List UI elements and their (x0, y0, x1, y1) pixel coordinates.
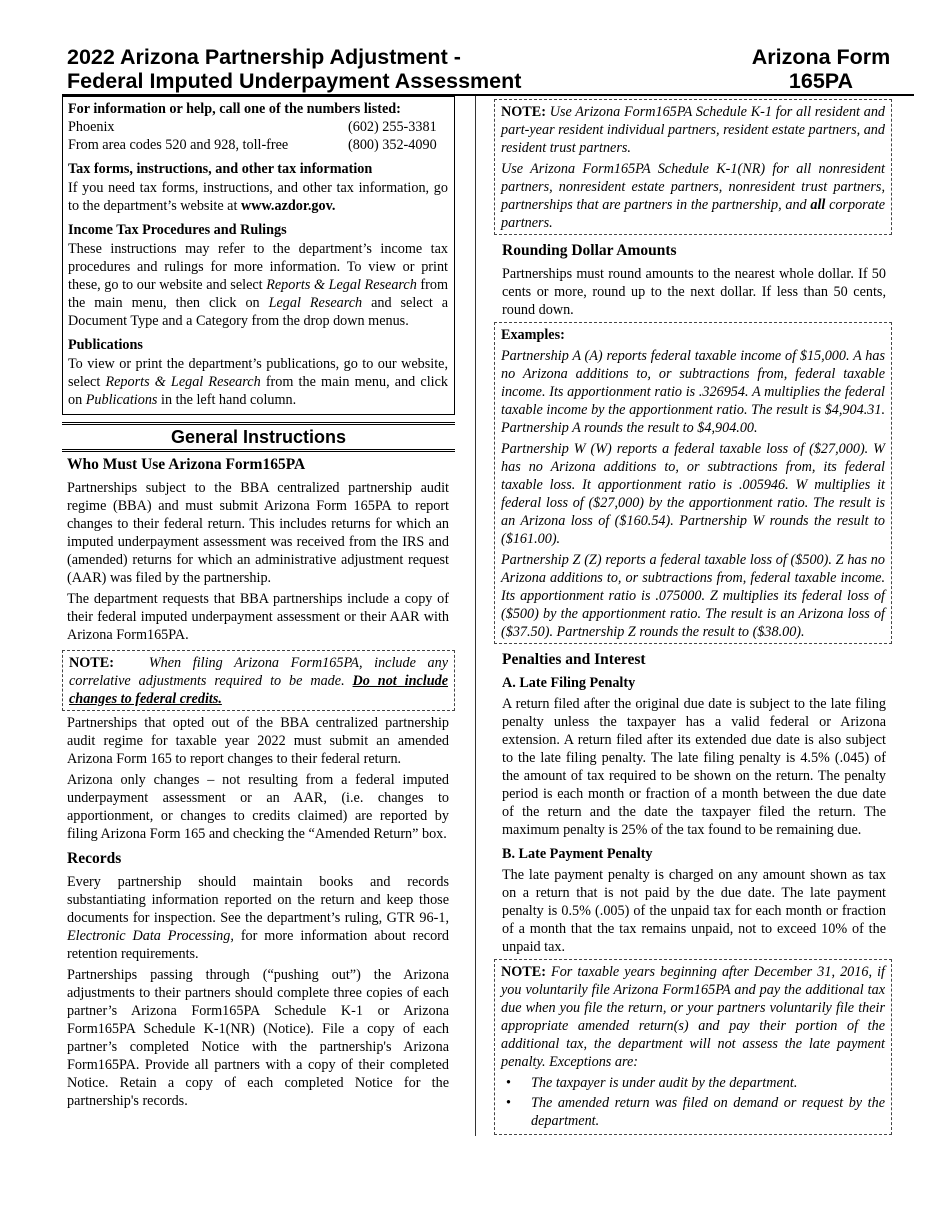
form-name-line-2: 165PA (788, 69, 854, 93)
column-divider (475, 96, 476, 1136)
publications-heading: Publications (68, 337, 143, 353)
website-link[interactable]: www.azdor.gov. (240, 198, 336, 214)
who-paragraph-3: Partnerships that opted out of the BBA centralized partnership audit regime for taxable year 2022 must submit an amended Arizona Form 165 to report changes to their federal return. (67, 715, 449, 767)
records-heading: Records (67, 850, 122, 867)
late-filing-text: A return filed after the original due date is subject to the late filing penalty unless the taxpayer has a valid federal or Arizona extension. A return filed after its extended due date is also subject to the late filing penalty. The late filing penalty is 4.5% (.045) of the amount of tax required to be shown on the return. The penalty period is each month or fraction of a month between the due date of the return and the date the taxpayer filed the return. The maximum penalty is 25% of the tax found to be remaining due. (502, 696, 886, 838)
form-name-line-1: Arizona Form (751, 45, 891, 69)
note-emphasis: Do not include changes to federal credits. (69, 673, 449, 707)
general-instructions-heading: General Instructions (62, 422, 455, 452)
who-paragraph-2: The department requests that BBA partnerships include a copy of their federal imputed underpayment assessment or their AAR with Arizona Form165PA. (67, 591, 449, 643)
who-paragraph-1: Partnerships subject to the BBA centralized partnership audit regime (BBA) and must submit Arizona Form 165PA to report changes to their federal return. This includes returns for which an imputed underpayment assessment was received from the IRS and (amended) returns for which an administrative adjustment request (AAR) was filed by the partnership. (67, 480, 449, 586)
example-item: Partnership A (A) reports federal taxable income of $15,000. A has no Arizona additions to, or subtractions from, federal taxable income. Its apportionment ratio is .326954. A multiplies the federal taxable income by the apportionment ratio. The result is $4,904.31. Partnership A rounds the result to $4,904.00. (501, 348, 885, 436)
info-box (62, 96, 455, 415)
phone-label: Phoenix (68, 119, 115, 135)
phone-number: (602) 255-3381 (348, 119, 437, 135)
tax-forms-text: If you need tax forms, instructions, and other tax information, go to the department’s website at www.azdor.gov. (68, 180, 448, 214)
phone-label: From area codes 520 and 928, toll-free (68, 137, 289, 153)
procedures-text: These instructions may refer to the department’s income tax procedures and rulings for more information. To view or print these, go to our website and select Reports & Legal Research from the main menu, then click on Legal Research and select a Document Type and a Category from the drop down menus. (68, 241, 449, 329)
examples-box (494, 322, 892, 644)
exception-item: • The amended return was filed on demand or request by the department. (501, 1094, 885, 1130)
left-column (62, 96, 455, 1113)
late-filing-heading: A. Late Filing Penalty (502, 675, 636, 691)
info-heading: For information or help, call one of the numbers listed: (68, 101, 401, 117)
phone-row-phoenix (68, 118, 448, 136)
tax-forms-heading: Tax forms, instructions, and other tax information (68, 161, 373, 177)
rounding-heading: Rounding Dollar Amounts (502, 242, 677, 259)
note-schedule-k1: NOTE: Use Arizona Form165PA Schedule K-1 for all resident and part-year resident individual partners, resident estate partners, and resident trust partners. Use Arizona Form165PA Schedule K-1(NR) for all nonresident partners, nonresident estate partners, nonresident trust partners, partnerships that are partners in the partnership, and all corporate partners. (494, 99, 892, 235)
title-line-1: 2022 Arizona Partnership Adjustment - (67, 45, 461, 69)
example-item: Partnership W (W) reports a federal taxable loss of ($27,000). W has no Arizona additions to, or subtractions from, its federal taxable loss. It apportionment ratio is .005946. W multiplies it federal loss of ($27,000) by the apportionment ratio. The result is an Arizona loss of ($160.54). Partnership W rounds the result to ($161.00). (501, 441, 885, 547)
publications-text: To view or print the department’s publications, go to our website, select Reports & Legal Research from the main menu, and click on Publications in the left hand column. (68, 356, 449, 408)
phone-number: (800) 352-4090 (348, 137, 437, 153)
rounding-text: Partnerships must round amounts to the nearest whole dollar. If 50 cents or more, round up to the next dollar. If less than 50 cents, round down. (502, 266, 886, 318)
records-paragraph-1: Every partnership should maintain books and records substantiating information reported on the return and keep those documents for inspection. See the department’s ruling, GTR 96-1, Electronic Data Processing, for more information about record retention requirements. (67, 874, 449, 962)
who-must-use-heading: Who Must Use Arizona Form165PA (67, 456, 306, 473)
example-item: Partnership Z (Z) reports a federal taxable loss of ($500). Z has no Arizona additions to, or subtractions from, federal taxable income. Its apportionment ratio is .075000. Z multiplies its federal loss of ($500) by the apportionment ratio. The result is an Arizona loss of ($37.50). Partnership Z rounds the result to ($38.00). (501, 552, 885, 640)
who-paragraph-4: Arizona only changes – not resulting from a federal imputed underpayment assessment or an AAR, (i.e. changes to apportionment, or changes to credits claimed) are reported by filing Arizona Form 165 and checking the “Amended Return” box. (67, 772, 449, 842)
note-correlative-adjustments: NOTE: When filing Arizona Form165PA, include any correlative adjustments required to be made. Do not include changes to federal credits. (62, 650, 455, 711)
document-title (67, 45, 891, 93)
penalties-heading: Penalties and Interest (502, 651, 646, 668)
exception-item: • The taxpayer is under audit by the department. (501, 1074, 885, 1092)
title-line-2: Federal Imputed Underpayment Assessment (67, 69, 522, 93)
late-payment-text: The late payment penalty is charged on any amount shown as tax on a return that is not paid by the due date. The late payment penalty is 0.5% (.005) of the unpaid tax for each month or fraction of a month that the tax remains unpaid, not to exceed 10% of the unpaid tax. (502, 867, 886, 955)
right-column (494, 96, 892, 1135)
records-paragraph-2: Partnerships passing through (“pushing out”) the Arizona adjustments to their partners should complete three copies of each partner’s Arizona Form165PA Schedule K-1 or Arizona Form165PA Schedule K-1(NR) (Notice). File a copy of each partner’s completed Notice with the partnership's Arizona Form165PA. Provide all partners with a copy of their completed Notice. Retain a copy of each completed Notice for the partnership's records. (67, 967, 449, 1109)
page-header (67, 45, 891, 93)
examples-heading: Examples: (501, 327, 565, 343)
procedures-heading: Income Tax Procedures and Rulings (68, 222, 287, 238)
note-late-payment: NOTE: For taxable years beginning after December 31, 2016, if you voluntarily file Arizona Form165PA and pay the additional tax due when you file the return, or your partners voluntarily file their appropriate amended return(s) and pay their portion of the additional tax, the department will not assess the late payment penalty. Exceptions are: • The taxpayer is under audit by the department. • The amended return was filed on demand or request by the department. (494, 959, 892, 1135)
late-payment-heading: B. Late Payment Penalty (502, 846, 653, 862)
phone-row-toll-free (68, 136, 448, 154)
